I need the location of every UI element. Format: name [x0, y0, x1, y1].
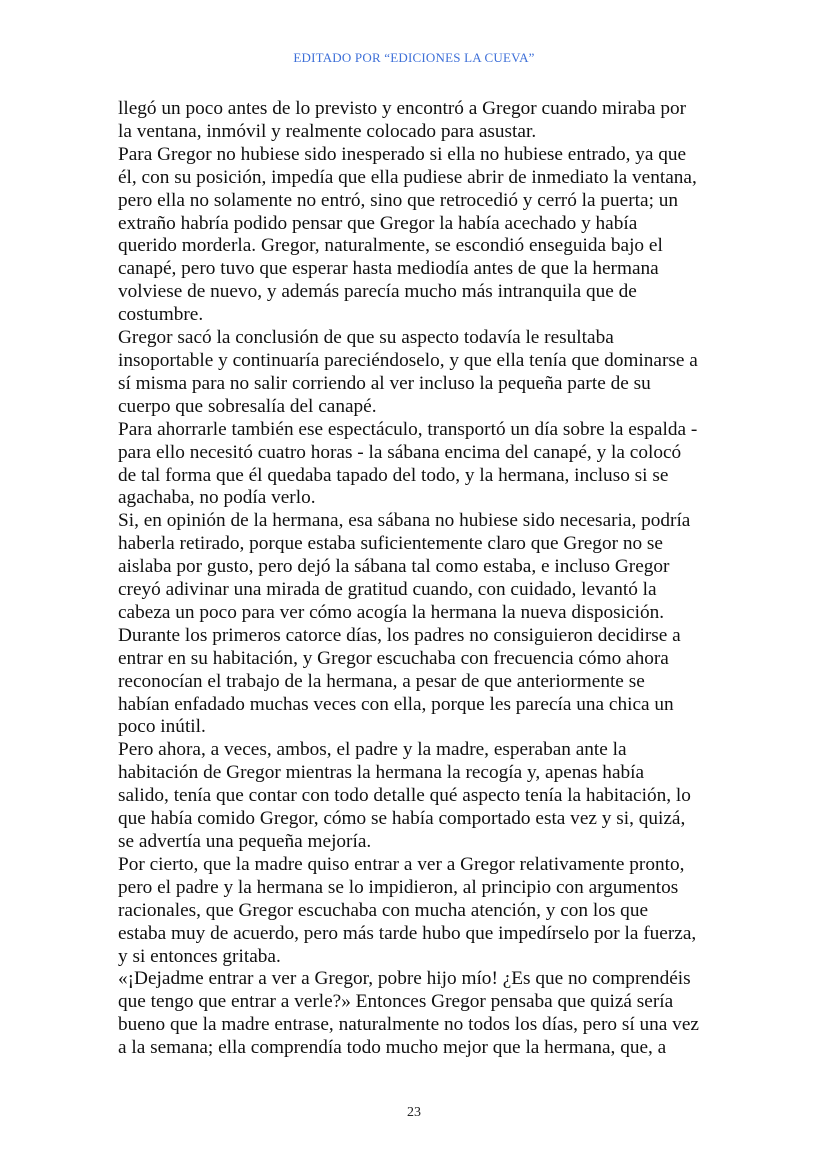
- text-line: racionales, que Gregor escuchaba con mucha atención, y con los que: [118, 899, 649, 921]
- body-text: [118, 98, 718, 1060]
- paragraph: [118, 854, 718, 969]
- paragraph: [118, 510, 718, 625]
- text-line: cabeza un poco para ver cómo acogía la hermana la nueva disposición.: [118, 601, 665, 623]
- text-line: estaba muy de acuerdo, pero más tarde hubo que impedírselo por la fuerza,: [118, 922, 697, 944]
- text-line: Para Gregor no hubiese sido inesperado si ella no hubiese entrado, ya que: [118, 143, 687, 165]
- text-line: agachaba, no podía verlo.: [118, 487, 316, 509]
- text-line: poco inútil.: [118, 716, 206, 738]
- paragraph: [118, 419, 718, 511]
- text-line: costumbre.: [118, 304, 204, 326]
- text-line: Durante los primeros catorce días, los padres no consiguieron decidirse a: [118, 624, 681, 646]
- paragraph: [118, 98, 718, 144]
- text-line: Gregor sacó la conclusión de que su aspecto todavía le resultaba: [118, 327, 614, 349]
- page-header: EDITADO POR “EDICIONES LA CUEVA”: [293, 50, 535, 65]
- text-line: sí misma para no salir corriendo al ver incluso la pequeña parte de su: [118, 372, 651, 394]
- text-line: cuerpo que sobresalía del canapé.: [118, 395, 377, 417]
- text-line: que tengo que entrar a verle?» Entonces Gregor pensaba que quizá sería: [118, 991, 674, 1013]
- text-line: salido, tenía que contar con todo detalle qué aspecto tenía la habitación, lo: [118, 785, 691, 807]
- text-line: reconocían el trabajo de la hermana, a pesar de que anteriormente se: [118, 670, 645, 692]
- text-line: habitación de Gregor mientras la hermana la recogía y, apenas había: [118, 762, 645, 784]
- paragraph: [118, 739, 718, 854]
- text-line: a la semana; ella comprendía todo mucho mejor que la hermana, que, a: [118, 1037, 667, 1059]
- text-line: «¡Dejadme entrar a ver a Gregor, pobre hijo mío! ¿Es que no comprendéis: [118, 968, 691, 990]
- text-line: querido morderla. Gregor, naturalmente, se escondió enseguida bajo el: [118, 235, 663, 257]
- text-line: extraño habría podido pensar que Gregor la había acechado y había: [118, 212, 638, 234]
- text-line: para ello necesitó cuatro horas - la sábana encima del canapé, y la colocó: [118, 441, 682, 463]
- paragraph: [118, 625, 718, 740]
- text-line: creyó adivinar una mirada de gratitud cuando, con cuidado, levantó la: [118, 579, 657, 601]
- text-line: que había comido Gregor, cómo se había comportado esta vez y si, quizá,: [118, 808, 686, 830]
- text-line: insoportable y continuaría pareciéndoselo, y que ella tenía que dominarse a: [118, 349, 698, 371]
- text-line: de tal forma que él quedaba tapado del todo, y la hermana, incluso si se: [118, 464, 669, 486]
- text-line: entrar en su habitación, y Gregor escuchaba con frecuencia cómo ahora: [118, 647, 669, 669]
- paragraph: [118, 968, 718, 1060]
- text-line: aislaba por gusto, pero dejó la sábana tal como estaba, e incluso Gregor: [118, 556, 670, 578]
- text-line: volviese de nuevo, y además parecía mucho más intranquila que de: [118, 281, 637, 303]
- text-line: Por cierto, que la madre quiso entrar a ver a Gregor relativamente pronto,: [118, 853, 685, 875]
- text-line: la ventana, inmóvil y realmente colocado para asustar.: [118, 120, 537, 142]
- text-line: se advertía una pequeña mejoría.: [118, 831, 372, 852]
- page-number: 23: [407, 1105, 421, 1120]
- text-line: habían enfadado muchas veces con ella, porque les parecía una chica un: [118, 693, 674, 715]
- paragraph: [118, 144, 718, 327]
- text-line: Pero ahora, a veces, ambos, el padre y la madre, esperaban ante la: [118, 739, 627, 761]
- text-line: haberla retirado, porque estaba suficientemente claro que Gregor no se: [118, 533, 663, 555]
- text-line: y si entonces gritaba.: [118, 945, 281, 967]
- text-line: pero ella no solamente no entró, sino que retrocedió y cerró la puerta; un: [118, 189, 679, 211]
- text-line: canapé, pero tuvo que esperar hasta mediodía antes de que la hermana: [118, 258, 659, 280]
- text-line: él, con su posición, impedía que ella pudiese abrir de inmediato la ventana,: [118, 166, 697, 188]
- text-line: pero el padre y la hermana se lo impidieron, al principio con argumentos: [118, 876, 679, 898]
- text-line: Para ahorrarle también ese espectáculo, transportó un día sobre la espalda -: [118, 418, 698, 440]
- text-line: llegó un poco antes de lo previsto y encontró a Gregor cuando miraba por: [118, 98, 687, 119]
- text-line: Si, en opinión de la hermana, esa sábana no hubiese sido necesaria, podría: [118, 510, 691, 532]
- paragraph: [118, 327, 718, 419]
- text-line: bueno que la madre entrase, naturalmente no todos los días, pero sí una vez: [118, 1014, 699, 1036]
